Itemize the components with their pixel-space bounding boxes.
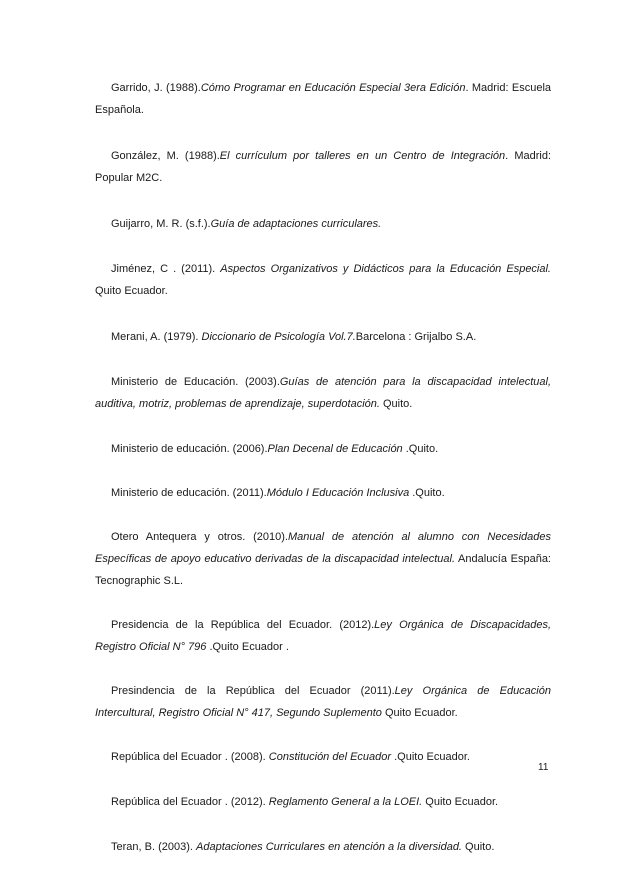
reference-title: Plan Decenal de Educación [267, 443, 403, 455]
reference-title: Aspectos Organizativos y Didácticos para la Educación Especial. [220, 263, 551, 275]
reference-entry [95, 482, 551, 504]
reference-author-year: Presidencia de la República del Ecuador. (2012). [111, 619, 375, 631]
reference-title: Ley Orgánica de Educación Intercultural, Registro Oficial N° 417, Segundo Suplemento [95, 685, 551, 719]
reference-publisher: Quito. [462, 841, 495, 853]
references-list [95, 77, 551, 878]
reference-publisher: Quito Ecuador. [422, 796, 499, 808]
reference-title: Reglamento General a la LOEI. [268, 796, 423, 808]
reference-author-year: Guijarro, M. R. (s.f.). [111, 218, 211, 230]
reference-publisher: Quito. [379, 398, 413, 410]
reference-entry [95, 77, 551, 121]
reference-title: Guía de adaptaciones curriculares. [210, 218, 382, 230]
reference-entry [95, 438, 551, 460]
reference-publisher: Andalucía España: Tecnographic S.L. [95, 553, 551, 587]
reference-publisher: .Quito Ecuador. [391, 751, 470, 763]
reference-author-year: República del Ecuador . (2012). [111, 796, 269, 808]
reference-title: Constitución del Ecuador [268, 751, 392, 763]
reference-author-year: González, M. (1988). [111, 150, 220, 162]
reference-publisher: Quito Ecuador. [381, 707, 458, 719]
reference-entry [95, 746, 551, 768]
reference-publisher: Barcelona : Grijalbo S.A. [355, 331, 477, 343]
reference-entry [95, 836, 551, 858]
reference-title: Módulo I Educación Inclusiva [266, 487, 410, 499]
reference-author-year: Presindencia de la República del Ecuador (2011). [111, 685, 395, 697]
reference-author-year: República del Ecuador . (2008). [111, 751, 269, 763]
reference-entry [95, 614, 551, 658]
reference-author-year: Ministerio de educación. (2011). [111, 487, 267, 499]
page-number: 11 [538, 762, 549, 773]
reference-author-year: Jiménez, C . (2011). [111, 263, 221, 275]
reference-entry [95, 791, 551, 813]
reference-publisher: .Quito. [402, 443, 439, 455]
reference-title: El currículum por talleres en un Centro de Integración [219, 150, 506, 162]
reference-author-year: Ministerio de Educación. (2003). [111, 376, 280, 388]
reference-title: Diccionario de Psicología Vol.7. [201, 331, 356, 343]
reference-title: Adaptaciones Curriculares en atención a la diversidad. [196, 841, 462, 853]
reference-publisher: Quito Ecuador. [95, 285, 168, 297]
reference-entry [95, 145, 551, 189]
reference-author-year: Ministerio de educación. (2006). [111, 443, 268, 455]
reference-entry [95, 526, 551, 592]
reference-entry [95, 371, 551, 415]
reference-title: Guías de atención para la discapacidad intelectual, auditiva, motriz, problemas de aprendizaje, superdotación. [95, 376, 552, 410]
reference-author-year: Otero Antequera y otros. (2010). [111, 531, 288, 543]
reference-title: Ley Orgánica de Discapacidades, Registro Oficial N° 796 [95, 619, 552, 653]
reference-publisher: . Madrid: Popular M2C. [95, 150, 552, 184]
reference-title: Manual de atención al alumno con Necesidades Específicas de apoyo educativo derivadas de la discapacidad intelectual. [95, 531, 551, 565]
reference-publisher: . Madrid: Escuela Española. [95, 82, 552, 116]
reference-author-year: Garrido, J. (1988). [111, 82, 201, 94]
reference-author-year: Merani, A. (1979). [111, 331, 202, 343]
reference-title: Cómo Programar en Educación Especial 3era Edición [200, 82, 466, 94]
reference-entry [95, 258, 551, 302]
reference-author-year: Teran, B. (2003). [111, 841, 196, 853]
reference-entry [95, 680, 551, 724]
reference-publisher: .Quito. [409, 487, 445, 499]
reference-entry [95, 326, 551, 348]
reference-entry [95, 213, 551, 235]
reference-publisher: .Quito Ecuador . [206, 641, 289, 653]
